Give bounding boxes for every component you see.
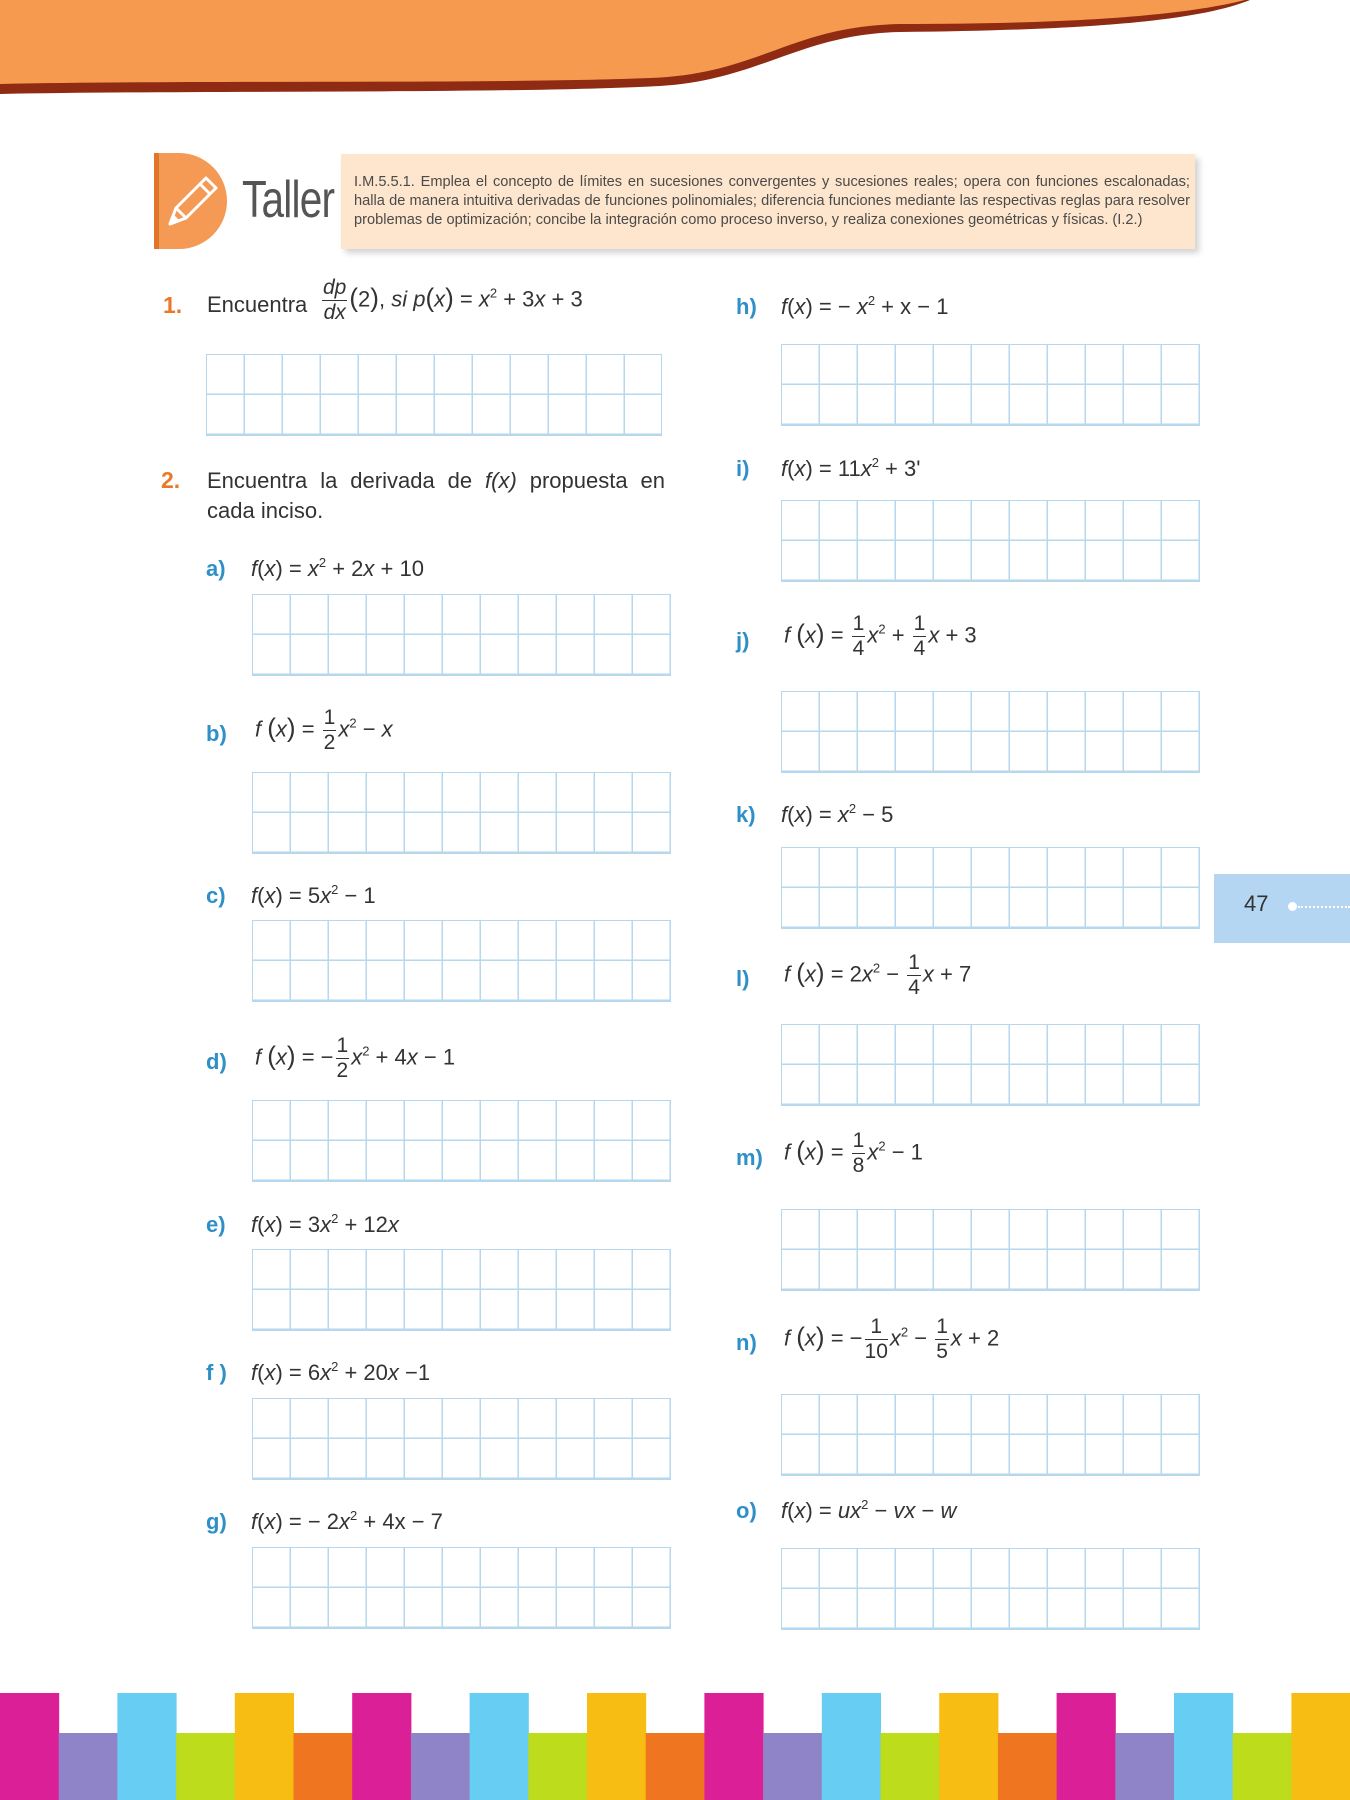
- question-2-fx: f(x): [485, 468, 517, 493]
- question-2-number: 2.: [161, 467, 181, 493]
- stripe: [822, 1693, 881, 1800]
- answer-grid-d[interactable]: [252, 1100, 671, 1182]
- item-c-expression: $f(x) = 5x^2 - 1$: [251, 882, 376, 908]
- answer-grid-b[interactable]: [252, 772, 671, 854]
- item-i-label: i): [736, 456, 750, 481]
- item-n-expression: f (x) = − $\frac{1}{10}$ $x^2$ − $\frac{1}{5}$ x + 2: [784, 1315, 1000, 1363]
- stripe: [1291, 1693, 1350, 1800]
- item-o-label: o): [736, 1498, 757, 1523]
- item-h-label: h): [736, 294, 757, 319]
- item-g-expression: f(x) = − $2x^2 + 4x - 7$: [251, 1508, 443, 1534]
- item-d-expression: f (x) = − $\frac{1}{2}$ $x^2 + 4x - 1$: [255, 1034, 456, 1082]
- item-n-label: n): [736, 1330, 757, 1355]
- answer-grid-1[interactable]: [206, 354, 662, 436]
- answer-grid-o[interactable]: [781, 1548, 1200, 1630]
- answer-grid-n[interactable]: [781, 1394, 1200, 1476]
- stripe: [646, 1733, 705, 1800]
- question-2-rest2: propuesta en cada inciso.: [207, 468, 666, 523]
- page-number: 47: [1244, 891, 1269, 916]
- item-h-expression: f(x) = − $x^2 + x - 1$: [781, 293, 949, 319]
- item-b-expression: f (x) = $\frac{1}{2}$ $x^2 - x$: [255, 706, 393, 754]
- item-a-expression: $f(x) = x^2 + 2x + 10$: [251, 555, 424, 581]
- stripe: [763, 1733, 822, 1800]
- stripe: [0, 1693, 59, 1800]
- standard-text: I.M.5.5.1. Emplea el concepto de límites en sucesiones convergentes y sucesiones reales; opera con funciones escalonadas; halla de manera intuitiva derivadas de funciones polinomiales; diferencia funciones mediante las respectivas reglas para resolver problemas de optimización; concibe la integración como proceso inverso, y realiza conexiones geométricas y físicas. (I.2.): [354, 174, 1190, 228]
- top-wave-decoration: [0, 0, 1350, 100]
- answer-grid-j[interactable]: [781, 691, 1200, 773]
- answer-grid-e[interactable]: [252, 1249, 671, 1331]
- page-number-tab: [1214, 874, 1350, 943]
- answer-grid-c[interactable]: [252, 920, 671, 1002]
- stripe: [1233, 1733, 1292, 1800]
- item-f-expression: $f(x) = 6x^2 + 20x -1$: [251, 1359, 431, 1385]
- item-j-expression: f (x) = $\frac{1}{4}$ $x^2$ + $\frac{1}{4}$ x + 3: [784, 612, 977, 660]
- item-c-label: c): [206, 883, 226, 908]
- stripe: [294, 1733, 353, 1800]
- item-l-expression: f $(x) = 2x^2$ − $\frac{1}{4}$ x + 7: [784, 951, 972, 999]
- item-a-label: a): [206, 556, 226, 581]
- stripe: [235, 1693, 294, 1800]
- stripe: [528, 1733, 587, 1800]
- stripe: [411, 1733, 470, 1800]
- item-l-label: l): [736, 966, 750, 991]
- stripe: [881, 1733, 940, 1800]
- answer-grid-a[interactable]: [252, 594, 671, 676]
- stripe: [704, 1693, 763, 1800]
- answer-grid-k[interactable]: [781, 847, 1200, 929]
- stripe: [939, 1693, 998, 1800]
- answer-grid-h[interactable]: [781, 344, 1200, 426]
- taller-tab-edge: [154, 153, 159, 249]
- item-b-label: b): [206, 721, 227, 746]
- item-i-expression: $f(x) = 11x^2 + 3'$: [781, 455, 921, 481]
- item-k-expression: $f(x) = x^2 - 5$: [781, 801, 894, 827]
- question-1-number: 1.: [163, 292, 183, 318]
- answer-grid-m[interactable]: [781, 1209, 1200, 1291]
- stripe: [117, 1693, 176, 1800]
- item-j-label: j): [736, 628, 750, 653]
- question-2-verb: Encuentra: [207, 468, 308, 493]
- stripe: [59, 1733, 118, 1800]
- page-number-dotted-line: [1298, 906, 1350, 908]
- item-f-label: f ): [206, 1360, 227, 1385]
- stripe: [998, 1733, 1057, 1800]
- stripe: [1057, 1693, 1116, 1800]
- item-m-label: m): [736, 1145, 763, 1170]
- answer-grid-i[interactable]: [781, 500, 1200, 582]
- pencil-icon: [160, 168, 226, 234]
- answer-grid-g[interactable]: [252, 1547, 671, 1629]
- item-k-label: k): [736, 802, 756, 827]
- item-d-label: d): [206, 1049, 227, 1074]
- section-title: Taller: [242, 171, 335, 229]
- item-e-expression: $f(x) = 3x^2 + 12x$: [251, 1211, 399, 1237]
- question-1-expression: $\frac{dp}{dx}$ (2), si $p(x) = x^2 + 3x + 3$: [323, 276, 583, 324]
- item-e-label: e): [206, 1212, 226, 1237]
- bottom-stripes-decoration: [0, 1693, 1350, 1800]
- answer-grid-f[interactable]: [252, 1398, 671, 1480]
- answer-grid-l[interactable]: [781, 1024, 1200, 1106]
- item-m-expression: f (x) = $\frac{1}{8}$ $x^2 - 1$: [784, 1129, 923, 1177]
- page-number-dot: [1288, 902, 1297, 911]
- question-2-rest: la derivada de: [307, 468, 486, 493]
- stripe: [587, 1693, 646, 1800]
- question-2-text: [207, 466, 665, 526]
- question-1-verb: Encuentra: [207, 292, 308, 317]
- item-o-expression: $f(x) = ux^2$ − vx − w: [781, 1497, 957, 1523]
- item-g-label: g): [206, 1509, 227, 1534]
- stripe: [176, 1733, 235, 1800]
- stripe: [1115, 1733, 1174, 1800]
- stripe: [1174, 1693, 1233, 1800]
- stripe: [470, 1693, 529, 1800]
- stripe: [352, 1693, 411, 1800]
